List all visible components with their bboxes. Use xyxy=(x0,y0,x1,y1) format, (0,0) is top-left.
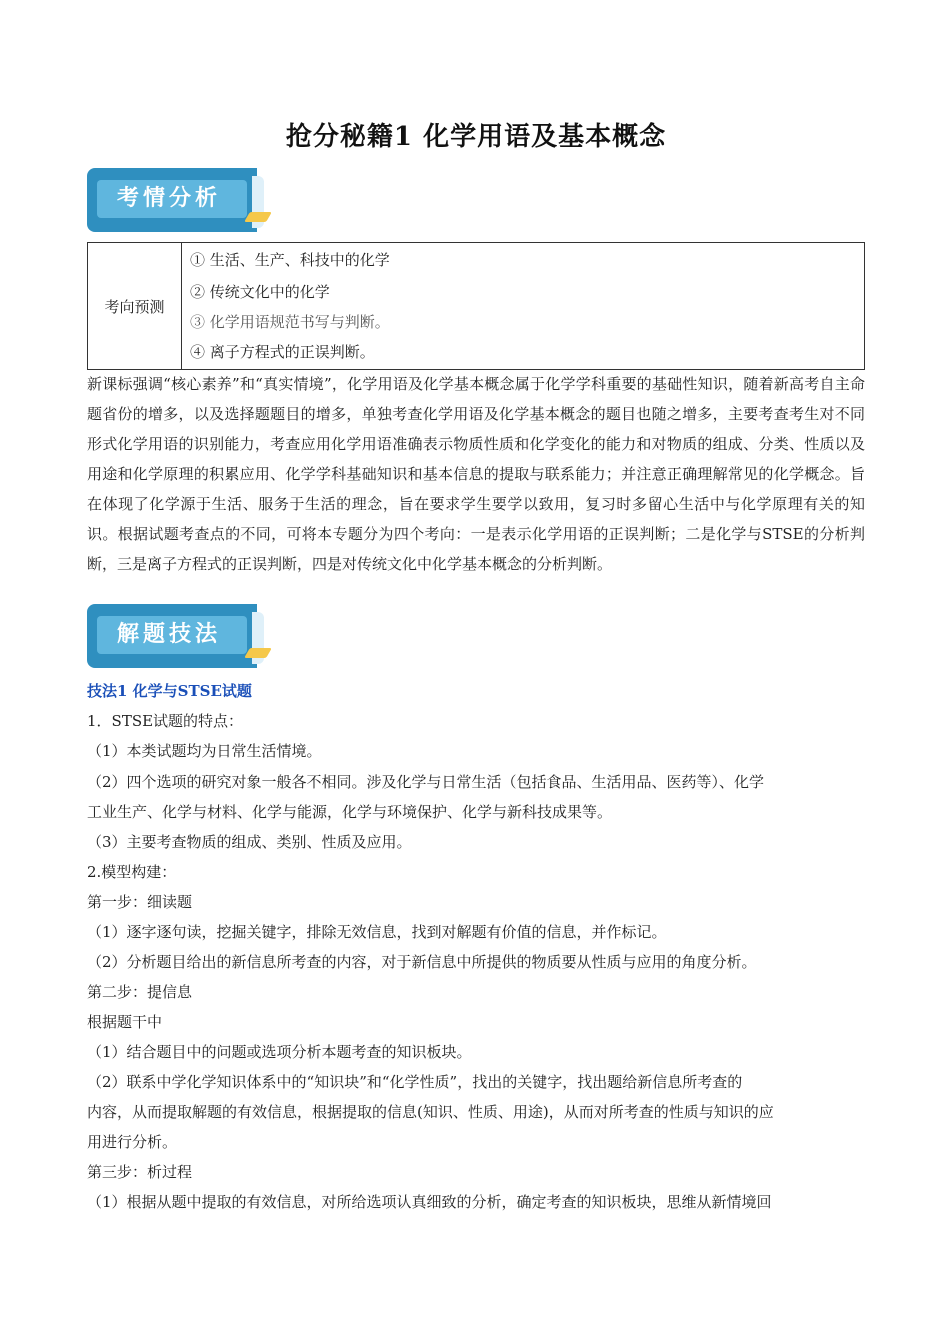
pencil-icon xyxy=(244,212,272,222)
forecast-table xyxy=(87,242,865,370)
body-line: 内容，从而提取解题的有效信息，根据提取的信息(知识、性质、用途)，从而对所考查的性质与知识的应 xyxy=(87,1103,774,1121)
body-line: （1）根据从题中提取的有效信息，对所给选项认真细致的分析，确定考查的知识板块，思维从新情境回 xyxy=(87,1193,772,1211)
body-line: （2）分析题目给出的新信息所考查的内容，对于新信息中所提供的物质要从性质与应用的角度分析。 xyxy=(87,953,757,971)
section-banner-analysis xyxy=(87,168,269,232)
banner-inner xyxy=(97,180,247,218)
table-item: ③ 化学用语规范书写与判断。 xyxy=(190,313,390,331)
body-line: （1）结合题目中的问题或选项分析本题考查的知识板块。 xyxy=(87,1043,472,1061)
table-item: ② 传统文化中的化学 xyxy=(190,283,330,301)
method-heading: 技法1 化学与STSE试题 xyxy=(87,682,252,700)
table-item: ① 生活、生产、科技中的化学 xyxy=(190,251,390,269)
body-line: 根据题干中 xyxy=(87,1013,163,1031)
intro-paragraph: 新课标强调“核心素养”和“真实情境”，化学用语及化学基本概念属于化学学科重要的基础性知识，随着新高考自主命题省份的增多，以及选择题题目的增多，单独考查化学用语及化学基本概念的题目也随之增多，主要考查考生对不同形式化学用语的识别能力，考查应用化学用语准确表示物质性质和化学变化的能力和对物质的组成、分类、性质以及用途和化学原理的积累应用、化学学科基础知识和基本信息的提取与联系能力；并注意正确理解常见的化学概念。旨在体现了化学源于生活、服务于生活的理念，旨在要求学生要学以致用，复习时多留心生活中与化学原理有关的知识。根据试题考查点的不同，可将本专题分为四个考向：一是表示化学用语的正误判断；二是化学与STSE的分析判断，三是离子方程式的正误判断，四是对传统文化中化学基本概念的分析判断。 xyxy=(87,375,865,573)
body-line: 1．STSE试题的特点： xyxy=(87,712,244,730)
body-line: （3）主要考查物质的组成、类别、性质及应用。 xyxy=(87,833,412,851)
body-line: （2）联系中学化学知识体系中的“知识块”和“化学性质”，找出的关键字，找出题给新信息所考查的 xyxy=(87,1073,743,1091)
table-label: 考向预测 xyxy=(88,243,182,369)
body-line: 第二步：提信息 xyxy=(87,983,193,1001)
pencil-icon xyxy=(244,648,272,658)
body-line: 第三步：析过程 xyxy=(87,1163,193,1181)
table-item: ④ 离子方程式的正误判断。 xyxy=(190,343,375,361)
banner-inner xyxy=(97,616,247,654)
table-items xyxy=(190,245,390,367)
body-line: 2.模型构建： xyxy=(87,863,177,881)
body-line: （2）四个选项的研究对象一般各不相同。涉及化学与日常生活（包括食品、生活用品、医药等）、化学 xyxy=(87,773,765,791)
page-title: 抢分秘籍1 化学用语及基本概念 xyxy=(285,122,667,152)
body-line: 工业生产、化学与材料、化学与能源，化学与环境保护、化学与新科技成果等。 xyxy=(87,803,613,821)
section-banner-methods xyxy=(87,604,269,668)
body-line: 用进行分析。 xyxy=(87,1133,178,1151)
body-line: 第一步：细读题 xyxy=(87,893,193,911)
body-line: （1）本类试题均为日常生活情境。 xyxy=(87,742,322,760)
banner-label: 解题技法 xyxy=(117,622,222,647)
banner-label: 考情分析 xyxy=(117,186,222,211)
body-line: （1）逐字逐句读，挖掘关键字，排除无效信息，找到对解题有价值的信息，并作标记。 xyxy=(87,923,667,941)
